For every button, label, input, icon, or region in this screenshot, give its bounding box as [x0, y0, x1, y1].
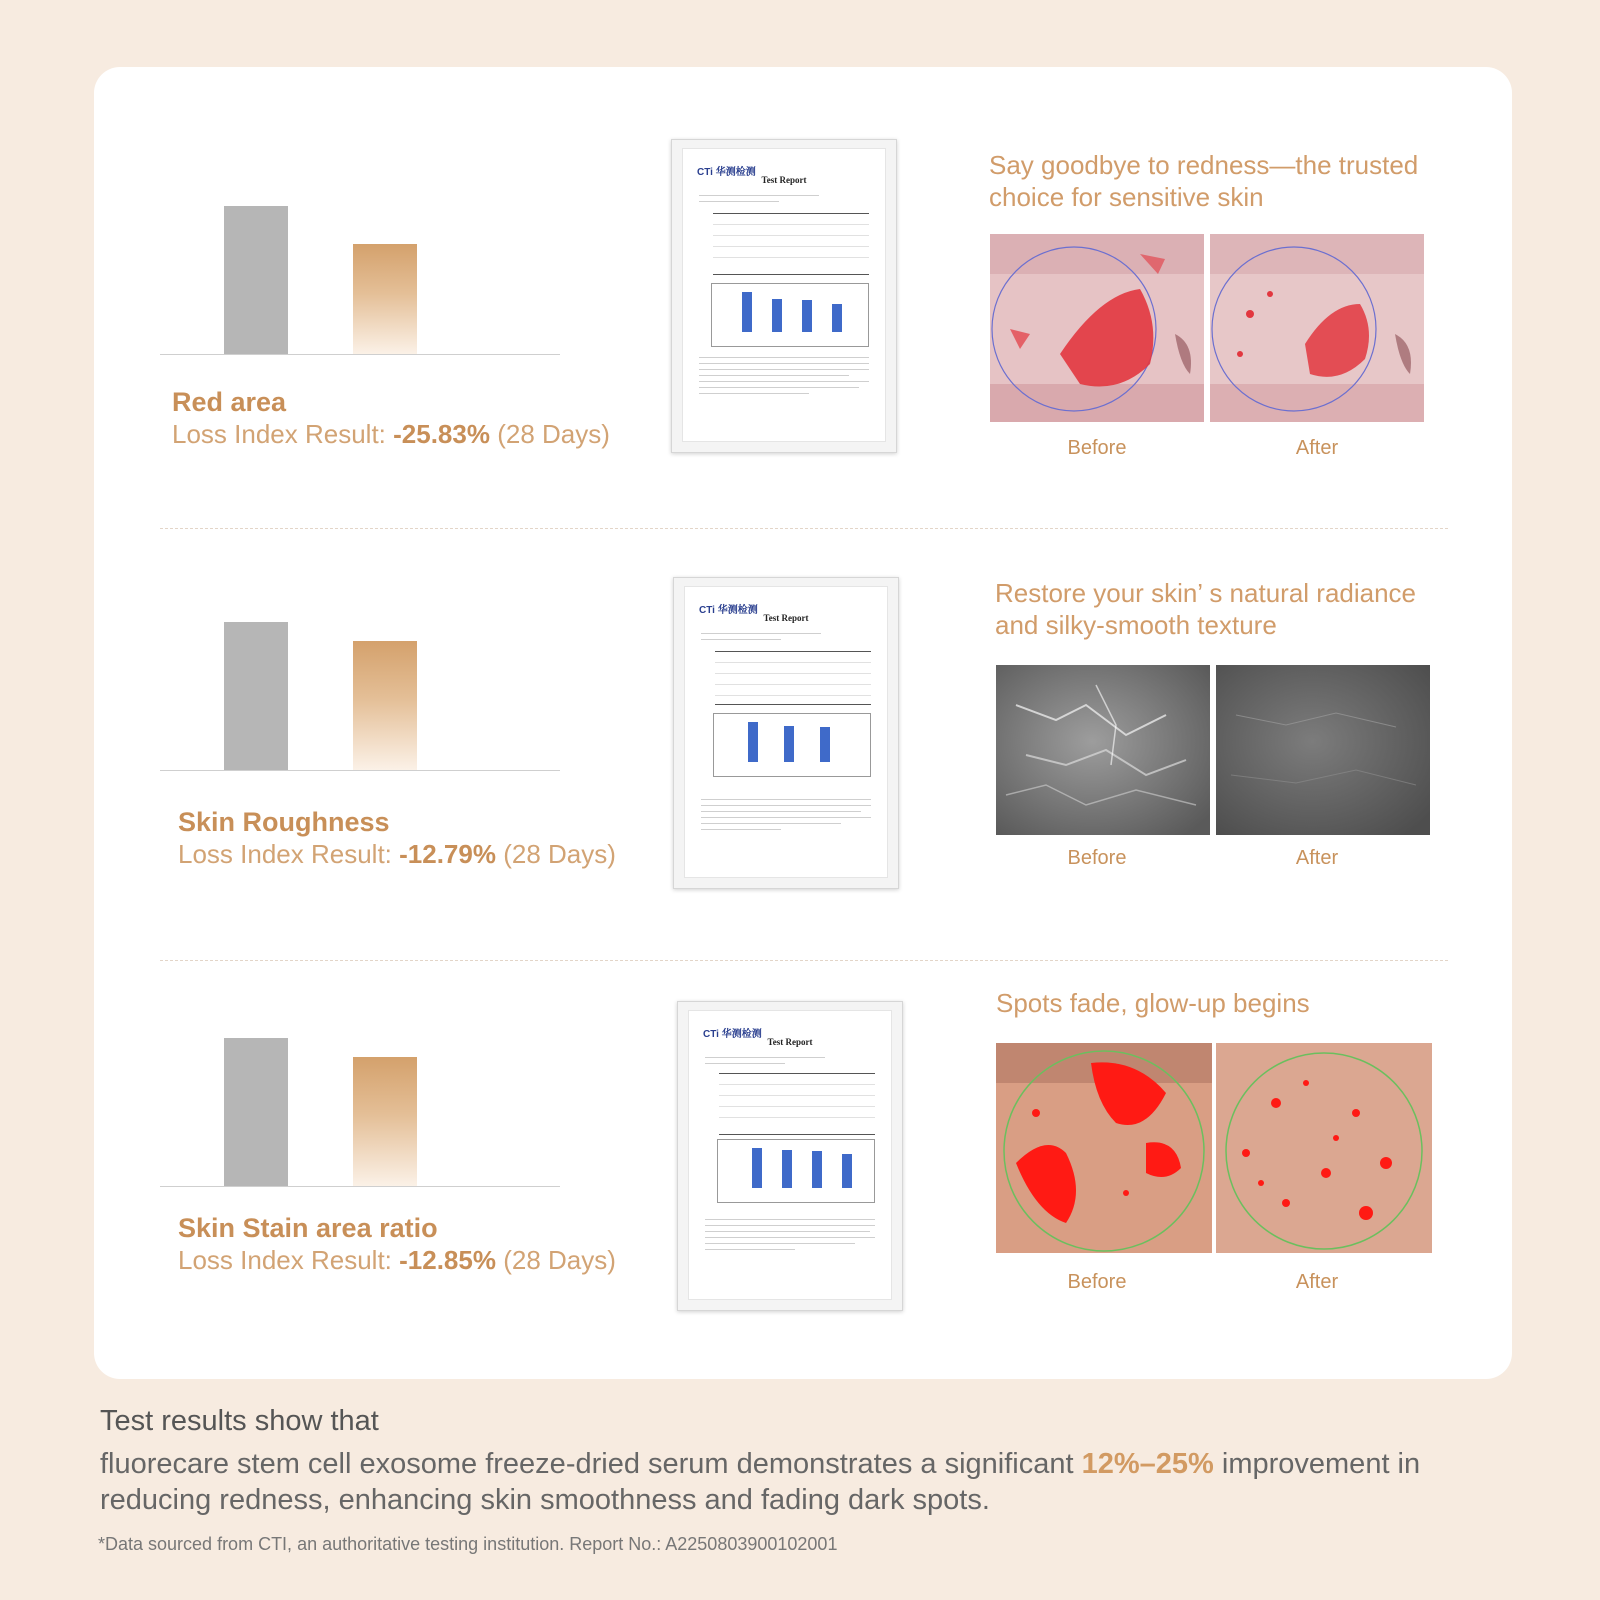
- result-duration: (28 Days): [503, 839, 616, 869]
- test-report-document: [671, 139, 897, 453]
- section-skin-roughness: [94, 529, 1512, 949]
- section-skin-stain: [94, 961, 1512, 1379]
- before-photo-redness: [990, 234, 1204, 422]
- summary-heading: Test results show that: [100, 1405, 379, 1437]
- summary-highlight: 12%–25%: [1081, 1448, 1214, 1480]
- section-headline: Say goodbye to redness—the trusted choice for sensitive skin: [989, 150, 1419, 212]
- chart-baseline: [160, 1186, 560, 1187]
- report-logo: CTi 华测检测: [703, 1029, 762, 1040]
- before-photo-spots: [996, 1043, 1212, 1253]
- before-label: Before: [1067, 1271, 1127, 1293]
- metric-result: [178, 1245, 616, 1276]
- section-red-area: [94, 67, 1512, 517]
- bar-after: [353, 1057, 417, 1186]
- data-source-footnote: *Data sourced from CTI, an authoritative testing institution. Report No.: A2250803900102001: [98, 1534, 838, 1554]
- report-title: Test Report: [767, 1037, 813, 1047]
- after-label: After: [1295, 437, 1339, 459]
- report-chart: [711, 283, 869, 347]
- result-label: Loss Index Result:: [178, 839, 392, 869]
- report-chart: [713, 713, 871, 777]
- after-photo-texture: [1216, 665, 1430, 835]
- section-headline: Restore your skin’ s natural radiance and silky-smooth texture: [995, 578, 1417, 640]
- before-label: Before: [1067, 847, 1127, 869]
- test-report-document: [677, 1001, 903, 1311]
- result-duration: (28 Days): [497, 419, 610, 449]
- summary-text-start: fluorecare stem cell exosome freeze-dried serum demonstrates a significant: [100, 1448, 1082, 1480]
- result-label: Loss Index Result:: [178, 1245, 392, 1275]
- after-label: After: [1295, 1271, 1339, 1293]
- before-photo-texture: [996, 665, 1210, 835]
- report-chart: [717, 1139, 875, 1203]
- skin-stain-bar-chart: [160, 1017, 560, 1187]
- summary-body: [100, 1446, 1520, 1518]
- results-card: [94, 67, 1512, 1379]
- bar-after: [353, 244, 417, 354]
- chart-baseline: [160, 770, 560, 771]
- bar-before: [224, 622, 288, 770]
- after-photo-spots: [1216, 1043, 1432, 1253]
- report-logo: CTi 华测检测: [699, 605, 758, 616]
- before-label: Before: [1067, 437, 1127, 459]
- bar-before: [224, 206, 288, 354]
- metric-result: [172, 419, 610, 450]
- section-headline: Spots fade, glow-up begins: [996, 988, 1310, 1018]
- result-value: -12.85%: [399, 1245, 496, 1275]
- report-title: Test Report: [763, 613, 809, 623]
- summary-text-end: improvement in reducing redness, enhancing skin smoothness and fading dark spots.: [100, 1448, 1421, 1516]
- metric-title: Skin Roughness: [178, 807, 390, 837]
- after-label: After: [1295, 847, 1339, 869]
- report-logo: CTi 华测检测: [697, 167, 756, 178]
- result-duration: (28 Days): [503, 1245, 616, 1275]
- red-area-bar-chart: [160, 185, 560, 355]
- skin-roughness-bar-chart: [160, 601, 560, 771]
- report-title: Test Report: [761, 175, 807, 185]
- result-value: -25.83%: [393, 419, 490, 449]
- metric-title: Skin Stain area ratio: [178, 1213, 438, 1243]
- metric-title: Red area: [172, 387, 287, 417]
- bar-before: [224, 1038, 288, 1186]
- chart-baseline: [160, 354, 560, 355]
- after-photo-redness: [1210, 234, 1424, 422]
- result-value: -12.79%: [399, 839, 496, 869]
- metric-result: [178, 839, 616, 870]
- bar-after: [353, 641, 417, 770]
- test-report-document: [673, 577, 899, 889]
- result-label: Loss Index Result:: [172, 419, 386, 449]
